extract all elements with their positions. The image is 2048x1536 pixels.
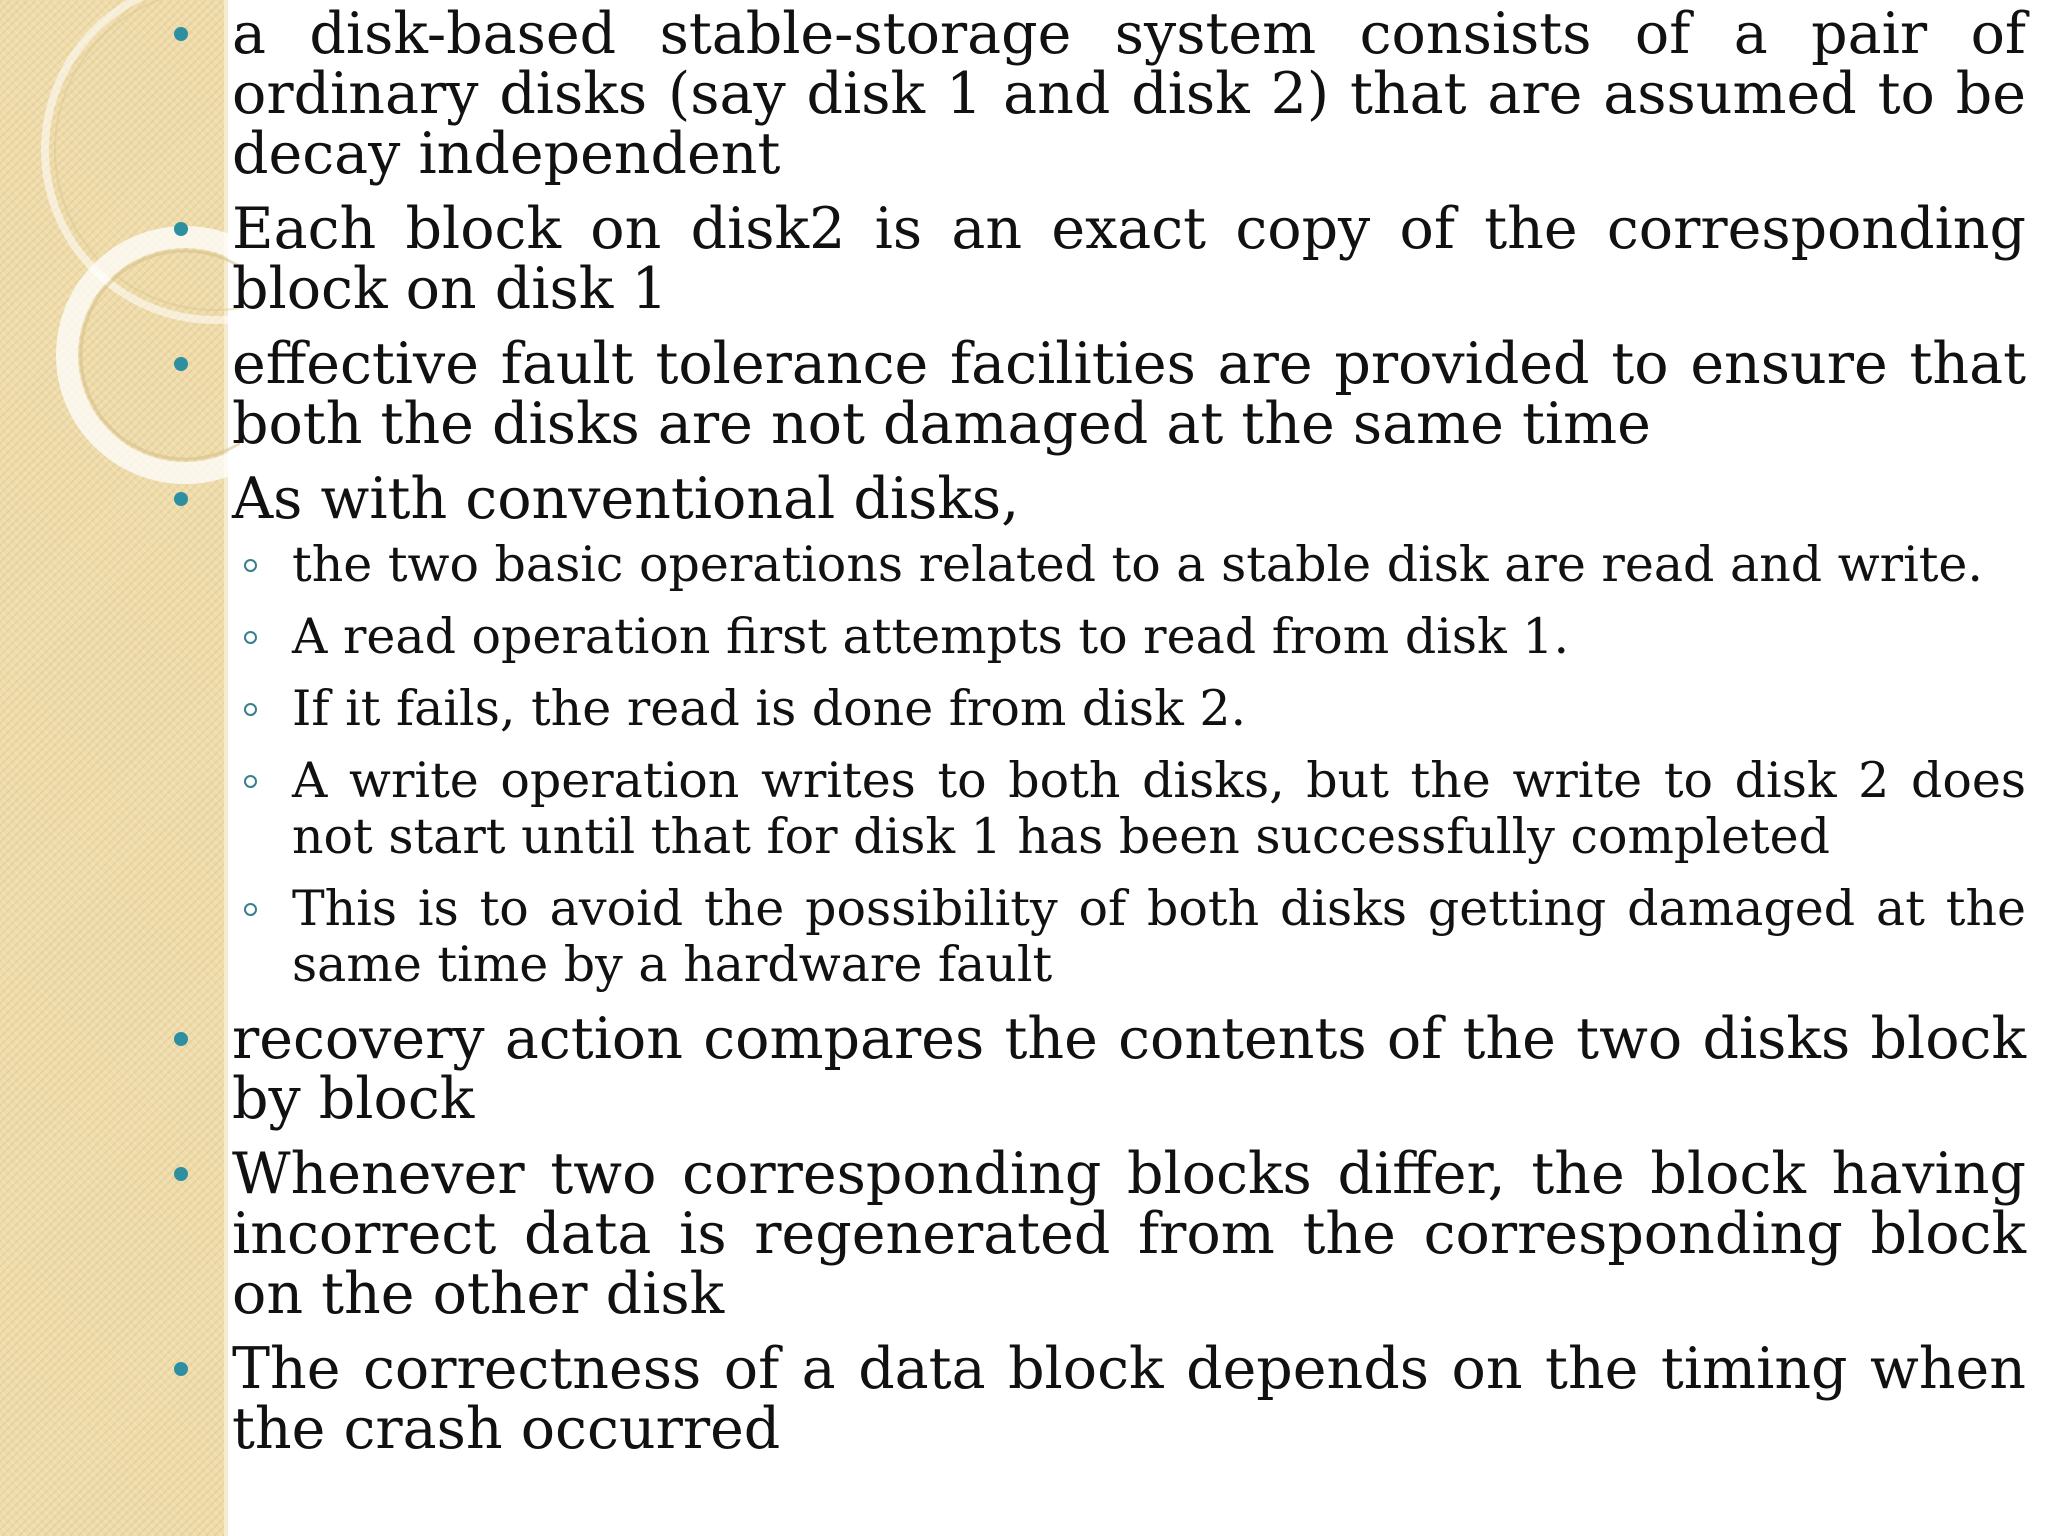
bullet-text: recovery action compares the contents of the two disks block by block — [232, 1006, 2026, 1132]
bullet-dot-icon — [174, 27, 188, 41]
sidebar-divider — [224, 0, 228, 1536]
sub-bullet-item — [292, 537, 2026, 593]
bullet-dot-icon — [174, 492, 188, 506]
sub-bullet-text: A write operation writes to both disks, but the write to disk 2 does not start until that for disk 1 has been successfully completed — [292, 752, 2026, 865]
bullet-text: a disk-based stable-storage system consists of a pair of ordinary disks (say disk 1 and disk 2) that are assumed to be decay independent — [232, 1, 2026, 187]
hollow-circle-bullet-icon — [244, 775, 257, 788]
bullet-text: As with conventional disks, — [232, 466, 1020, 532]
sub-bullet-text: A read operation first attempts to read from disk 1. — [292, 608, 1570, 665]
bullet-text: Each block on disk2 is an exact copy of the corresponding block on disk 1 — [232, 196, 2026, 322]
bullet-dot-icon — [174, 1032, 188, 1046]
hollow-circle-bullet-icon — [244, 559, 257, 572]
bullet-item — [232, 466, 2026, 993]
bullet-item — [232, 1, 2026, 187]
sub-bullet-item — [292, 609, 2026, 665]
slide-content — [232, 1, 2026, 1474]
bullet-item — [232, 1141, 2026, 1327]
sub-bullet-item — [292, 753, 2026, 865]
bullet-dot-icon — [174, 1362, 188, 1376]
bullet-item — [232, 1336, 2026, 1462]
bullet-text: The correctness of a data block depends on the timing when the crash occurred — [232, 1336, 2026, 1462]
bullet-dot-icon — [174, 357, 188, 371]
bullet-item — [232, 331, 2026, 457]
sub-bullet-item — [292, 681, 2026, 737]
sub-bullet-text: This is to avoid the possibility of both disks getting damaged at the same time by a hardware fault — [292, 880, 2026, 993]
bullet-dot-icon — [174, 222, 188, 236]
bullet-text: Whenever two corresponding blocks differ, the block having incorrect data is regenerated from the corresponding block on the other disk — [232, 1141, 2026, 1327]
sub-bullet-text: the two basic operations related to a stable disk are read and write. — [292, 536, 1984, 593]
bullet-dot-icon — [174, 1167, 188, 1181]
bullet-text: effective fault tolerance facilities are provided to ensure that both the disks are not damaged at the same time — [232, 331, 2026, 457]
hollow-circle-bullet-icon — [244, 903, 257, 916]
decorative-sidebar — [0, 0, 224, 1536]
bullet-item — [232, 1006, 2026, 1132]
sub-bullet-text: If it fails, the read is done from disk 2. — [292, 680, 1247, 737]
hollow-circle-bullet-icon — [244, 703, 257, 716]
bullet-item — [232, 196, 2026, 322]
hollow-circle-bullet-icon — [244, 631, 257, 644]
sub-bullet-item — [292, 881, 2026, 993]
sub-bullet-list — [232, 537, 2026, 993]
